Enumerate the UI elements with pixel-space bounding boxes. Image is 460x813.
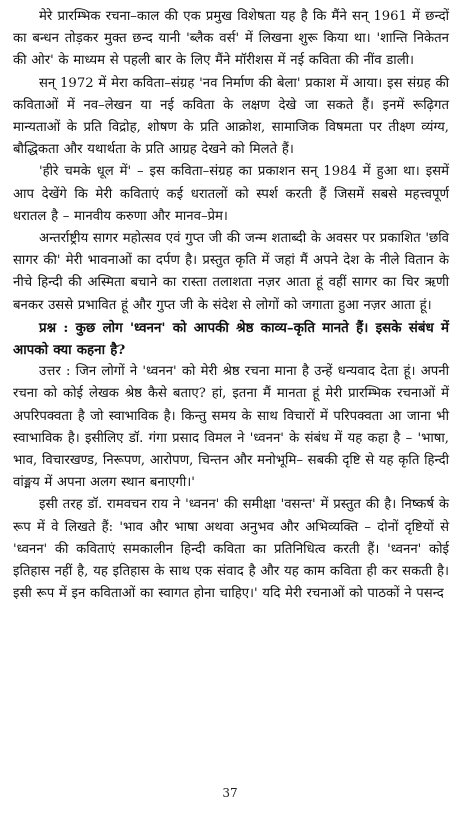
paragraph-heere-chamke: 'हीरे चमके धूल में' – इस कविता–संग्रह का प्रकाशन सन् 1984 में हुआ था। इसमें आप देखेंगे कि मेरी कविताएं कई धरातलों को स्पर्श करती हैं जिसमें सबसे महत्त्वपूर्ण धरातल है – मानवीय करुणा और मानव–प्रेम। <box>13 164 449 224</box>
page-number: 37 <box>222 786 238 800</box>
paragraph-review: इसी तरह डॉ. रामवचन राय ने 'ध्वनन' की समीक्षा 'वसन्त' में प्रस्तुत की है। निष्कर्ष के रूप में वे लिखते हैं: 'भाव और भाषा अथवा अनुभव और अभिव्यक्ति – दोनों दृष्टियों से 'ध्वनन' की कविताएं समकालीन हिन्दी कविता का प्रतिनिधित्व करती हैं। 'ध्वनन' कोई इतिहास नहीं है, यह इतिहास के साथ एक संवाद है और यह काम कविता ही कर सकती है। इसी रूप में इन कविताओं का स्वागत होना चाहिए।' यदि मेरी रचनाओं को पाठकों ने पसन्द <box>13 497 449 602</box>
paragraph-chhavi-sagar: अन्तर्राष्ट्रीय सागर महोत्सव एवं गुप्त जी की जन्म शताब्दी के अवसर पर प्रकाशित 'छवि सागर की' मेरी भावनाओं का दर्पण है। प्रस्तुत कृति में जहां मैं अपने देश के नीले वितान के नीचे हिन्दी की अस्मिता बचाने का रास्ता तलाशता नज़र आता हूं वहीं सागर का चिर ऋणी बनकर उससे प्रभावित हूं और गुप्त जी के संदेश से लोगों को जगाता हुआ नज़र आता हूं। <box>13 231 449 313</box>
paragraph-nav-nirman: सन् 1972 में मेरा कविता–संग्रह 'नव निर्माण की बेला' प्रकाश में आया। इस संग्रह की कविताओं में नव–लेखन या नई कविता के लक्षण देखे जा सकते हैं। इनमें रूढ़िगत मान्यताओं के प्रति विद्रोह, शोषण के प्रति आक्रोश, सामाजिक विषमता पर तीक्ष्ण व्यंग्य, बौद्धिकता और यथार्थता के प्रति आग्रह देखने को मिलते हैं। <box>13 75 449 158</box>
paragraph-early-period: मेरे प्रारम्भिक रचना–काल की एक प्रमुख विशेषता यह है कि मैंने सन् 1961 में छन्दों का बन्धन तोड़कर मुक्त छन्द यानी 'ब्लैक वर्स' में लिखना शुरू किया था। 'शान्ति निकेतन की ओर' के माध्यम से पहली बार के लिए मैंने मॉरीशस में नई कविता की नींव डाली। <box>13 9 449 69</box>
page-body <box>13 6 449 605</box>
interview-question: प्रश्न : कुछ लोग 'ध्वनन' को आपकी श्रेष्ठ काव्य–कृति मानते हैं। इसके संबंध में आपको क्या कहना है? <box>13 319 449 359</box>
interview-answer: उत्तर : जिन लोगों ने 'ध्वनन' को मेरी श्रेष्ठ रचना माना है उन्हें धन्यवाद देता हूं। अपनी रचना को कोई लेखक श्रेष्ठ कैसे बताए? हां, इतना मैं मानता हूं मेरी प्रारम्भिक रचनाओं में अपरिपक्वता है जो स्वाभाविक है। किन्तु समय के साथ विचारों में परिपक्वता आ जाना भी स्वाभाविक है। इसीलिए डॉ. गंगा प्रसाद विमल ने 'ध्वनन' के संबंध में यह कहा है – 'भाषा, भाव, विचारखण्ड, निरूपण, आरोपण, चिन्तन और मनोभूमि– सबकी दृष्टि से यह कृति हिन्दी वांङ्मय में अपना अलग स्थान बनाएगी।' <box>13 364 449 491</box>
